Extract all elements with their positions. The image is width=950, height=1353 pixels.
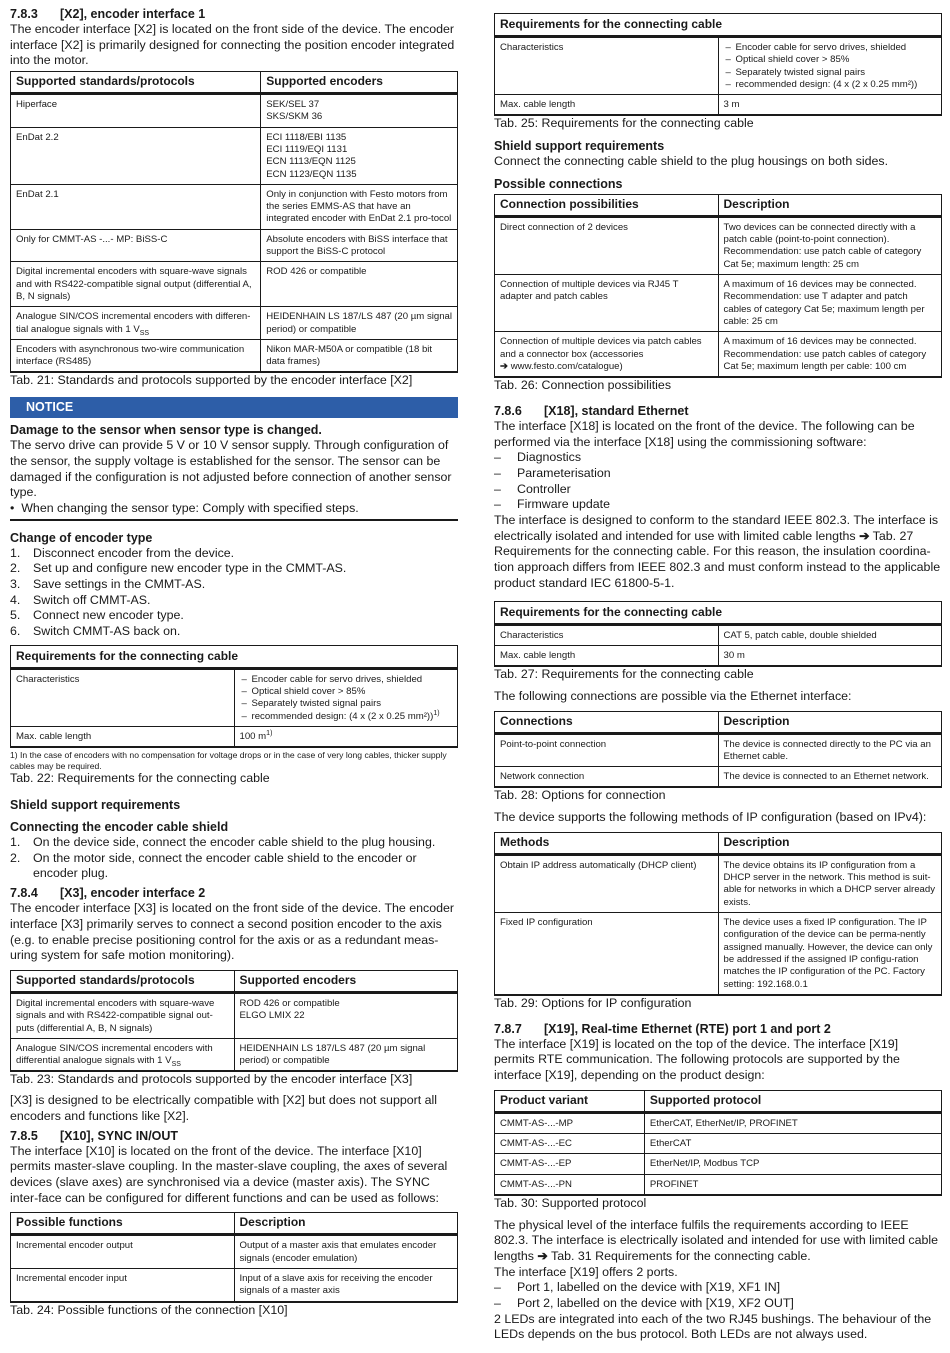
- cable-req-table-x2: [10, 645, 458, 771]
- table-header: Supported standards/protocols: [11, 971, 234, 993]
- table-caption: Tab. 22: Requirements for the connecting cable: [10, 771, 270, 786]
- table-cell: Only for CMMT-AS -...- MP: BiSS-C: [11, 229, 261, 262]
- table-header: Supported encoders: [234, 971, 457, 993]
- table-row: [11, 993, 457, 1039]
- section-heading-7-8-6: 7.8.6 [X18], standard Ethernet: [494, 403, 689, 418]
- paragraph: The encoder interface [X2] is located on the front side of the device. The encoder interface [X2] is primarily designed for connecting the position encoder integrated into the motor.: [10, 22, 455, 68]
- list-item: – Firmware update: [494, 497, 610, 512]
- table-cell: Max. cable length: [495, 95, 718, 116]
- table-header: Description: [718, 711, 941, 733]
- table-cell: Nikon MAR-M50A or compatible (18 bit data frames): [261, 339, 457, 372]
- table-row: [495, 95, 941, 116]
- table-row: [11, 1269, 457, 1302]
- table-row: [11, 262, 457, 307]
- table-cell: 3 m: [718, 95, 941, 116]
- paragraph: 2 LEDs are integrated into each of the two RJ45 bushings. The behaviour of the LEDs depends on the bus protocol. Both LEDs are not always used.: [494, 1311, 932, 1342]
- section-heading-7-8-4: 7.8.4 [X3], encoder interface 2: [10, 886, 206, 901]
- encoder-x2-table-wrap: [10, 71, 458, 373]
- table-cell: ROD 426 or compatible ELGO LMIX 22: [234, 993, 457, 1039]
- table-row: [11, 229, 457, 262]
- list-item: – Diagnostics: [494, 450, 582, 465]
- connection-possibilities-table-wrap: [494, 194, 942, 378]
- table-header: Methods: [495, 832, 718, 854]
- encoder-x3-table: [11, 970, 457, 1072]
- sync-functions-table: [11, 1212, 457, 1302]
- paragraph: The interface [X18] is located on the front of the device. The following can be performed via the interface [X18] using the commissioning software:: [494, 418, 915, 449]
- table-row: [495, 854, 941, 912]
- table-cell: ROD 426 or compatible: [261, 262, 457, 307]
- encoder-x3-table-wrap: [10, 970, 458, 1072]
- table-title: Requirements for the connecting cable: [494, 13, 942, 38]
- sync-functions-table-wrap: [10, 1212, 458, 1302]
- table-cell: Two devices can be connected directly with a patch cable (point-to-point connection). Recommendation: use patch cable of category Cat 5e; maximum length: 25 cm: [718, 216, 941, 274]
- table-row: [11, 670, 457, 727]
- section-heading-7-8-3: 7.8.3 [X2], encoder interface 1: [10, 7, 206, 21]
- table-row: [495, 913, 941, 995]
- list-item: 1. On the device side, connect the encoder cable shield to the plug housing.: [10, 835, 436, 850]
- paragraph: The interface [X19] is located on the top of the device. The interface [X19] permits RTE communication. The following protocols are supported by the interface [X19], depending on the product design:: [494, 1036, 900, 1082]
- notice-text: The servo drive can provide 5 V or 10 V sensor supply. Through configuration of the sensor, the supply voltage is established for the sensor. The sensor can be damaged if the configuration is not adjusted before connection of another sensor type.: [10, 438, 452, 500]
- table-caption: Tab. 24: Possible functions of the connection [X10]: [10, 1302, 288, 1317]
- table-row: [11, 94, 457, 128]
- table-cell: A maximum of 16 devices may be connected. Recommendation: use patch cables of category Cat 5e; maximum length per cable: 100 cm: [718, 332, 941, 377]
- paragraph: The encoder interface [X3] is located on the front side of the device. The encoder interface [X3] primarily serves to connect a second position encoder to the axis (e.g. to enable precise positioning control for the axis or as a redundant meas-uring system for safe motion monitoring).: [10, 901, 455, 963]
- ip-methods-table-wrap: [494, 832, 942, 996]
- table-cell: Connection of multiple devices via RJ45 T adapter and patch cables: [495, 275, 718, 332]
- table-header: Connection possibilities: [495, 194, 718, 216]
- table-cell: Hiperface: [11, 94, 261, 128]
- table-cell: – Encoder cable for servo drives, shielded – Optical shield cover > 85% – Separately twisted signal pairs – recommended design: (4 x (2 x 0.25 mm²))$^{1)}$: [234, 670, 457, 727]
- table-cell: Characteristics: [495, 38, 718, 95]
- subheading: Connecting the encoder cable shield: [10, 820, 229, 835]
- table-row: [11, 1235, 457, 1269]
- table-header: Product variant: [495, 1090, 644, 1112]
- table-cell: CMMT-AS-...-EP: [495, 1154, 644, 1174]
- connections-table-wrap: [494, 711, 942, 789]
- list-item: – Port 2, labelled on the device with [X19, XF2 OUT]: [494, 1296, 794, 1311]
- catalogue-link[interactable]: www.festo.com/catalogue): [510, 360, 623, 372]
- table-row: [11, 127, 457, 184]
- arrow-right-icon: ➔: [859, 528, 870, 543]
- table-cell: EnDat 2.1: [11, 184, 261, 229]
- list-item: – Controller: [494, 481, 571, 496]
- list-item: 5. Connect new encoder type.: [10, 608, 184, 623]
- subheading: Shield support requirements: [494, 139, 665, 154]
- table-cell: Connection of multiple devices via patch cables and a connector box (accessories ➔ www.festo.com/catalogue): [495, 332, 718, 377]
- table-cell: Output of a master axis that emulates encoder signals (encoder emulation): [234, 1235, 457, 1269]
- table-caption: Tab. 28: Options for connection: [494, 788, 666, 803]
- list-item: 2. On the motor side, connect the encoder cable shield to the encoder or encoder plug.: [10, 850, 417, 881]
- table-cell: 30 m: [718, 645, 941, 666]
- table-reference-link[interactable]: Tab. 27 Requirements for the connecting cable. For this reason, the insulation coordina-tion approach differs from IEEE 802.3 and must conform instead to the applicable product standard IEC 61800-5-1.: [494, 528, 941, 590]
- table-caption: Tab. 30: Supported protocol: [494, 1195, 647, 1210]
- list-item: 4. Switch off CMMT-AS.: [10, 592, 151, 607]
- table-cell: Point-to-point connection: [495, 733, 718, 767]
- table-cell: EtherCAT: [644, 1133, 941, 1153]
- ip-methods-table: [495, 832, 941, 996]
- subheading: Shield support requirements: [10, 798, 181, 813]
- table-row: [495, 645, 941, 666]
- table-cell: Incremental encoder output: [11, 1235, 234, 1269]
- table-cell: Characteristics: [11, 670, 234, 727]
- table-cell: CAT 5, patch cable, double shielded: [718, 626, 941, 646]
- paragraph: The interface [X10] is located on the front of the device. The interface [X10] permits master-slave coupling. In the master-slave coupling, the axes of several devices (slave axes) are synchronised via a device (master axis). The SYNC inter-face can be configured for different functions and can be used as follows:: [10, 1143, 448, 1205]
- table-cell: Direct connection of 2 devices: [495, 216, 718, 274]
- table-cell: Max. cable length: [495, 645, 718, 666]
- table-cell: Fixed IP configuration: [495, 913, 718, 995]
- table-row: [495, 767, 941, 788]
- table-cell: 100 $m^{1)}$: [234, 727, 457, 748]
- paragraph: The physical level of the interface fulfils the requirements according to IEEE 802.3. The interface is electrically isolated and intended for use with limited cable lengths ➔ Tab. 31 Requirements for the connecting cable.: [494, 1217, 939, 1263]
- table-cell: Only in conjunction with Festo motors from the series EMMS-AS that have an integrated encoder with EnDat 2.1 pro-tocol: [261, 184, 457, 229]
- table-caption: Tab. 29: Options for IP configuration: [494, 995, 692, 1010]
- table-cell: The device obtains its IP configuration from a DHCP server in the network. This method is suit-able for networks in which a DHCP server already exists.: [718, 854, 941, 912]
- table-cell: PROFINET: [644, 1174, 941, 1195]
- table-cell: The device is connected to an Ethernet network.: [718, 767, 941, 788]
- paragraph: Connect the connecting cable shield to the plug housings on both sides.: [494, 154, 889, 169]
- table-header: Supported standards/protocols: [11, 72, 261, 94]
- table-caption: Tab. 26: Connection possibilities: [494, 378, 672, 393]
- section-heading-7-8-5: 7.8.5 [X10], SYNC IN/OUT: [10, 1128, 179, 1143]
- table-title: Requirements for the connecting cable: [10, 645, 458, 670]
- table-reference-link[interactable]: Tab. 31 Requirements for the connecting cable.: [551, 1248, 811, 1263]
- table-cell: Input of a slave axis for receiving the encoder signals of a master axis: [234, 1269, 457, 1302]
- table-row: [11, 339, 457, 372]
- subheading: Change of encoder type: [10, 530, 153, 545]
- table-cell: Max. cable length: [11, 727, 234, 748]
- table-caption: Tab. 25: Requirements for the connecting cable: [494, 116, 754, 131]
- table-header: Description: [234, 1213, 457, 1235]
- table-cell: CMMT-AS-...-PN: [495, 1174, 644, 1195]
- table-cell: Network connection: [495, 767, 718, 788]
- table-row: [11, 727, 457, 748]
- table-row: [495, 275, 941, 332]
- cable-req-table-x18: [494, 601, 942, 668]
- list-item: 3. Save settings in the CMMT-AS.: [10, 577, 206, 592]
- table-cell: Analogue SIN/COS incremental encoders with differen-tial analogue signals with 1 $V_{SS}$: [11, 307, 261, 340]
- notice-label: NOTICE: [10, 397, 458, 418]
- table-header: Description: [718, 832, 941, 854]
- arrow-right-icon: ➔: [537, 1248, 548, 1263]
- table-row: [11, 184, 457, 229]
- table-cell: The device is connected directly to the PC via an Ethernet cable.: [718, 733, 941, 767]
- table-title: Requirements for the connecting cable: [494, 601, 942, 626]
- bullet-icon: •: [10, 500, 22, 515]
- paragraph: The device supports the following methods of IP configuration (based on IPv4):: [494, 810, 927, 825]
- table-caption: Tab. 21: Standards and protocols supported by the encoder interface [X2]: [10, 373, 413, 388]
- table-row: [495, 38, 941, 95]
- table-cell: Incremental encoder input: [11, 1269, 234, 1302]
- table-caption: Tab. 23: Standards and protocols supported by the encoder interface [X3]: [10, 1072, 413, 1087]
- table-row: [495, 1154, 941, 1174]
- table-cell: – Encoder cable for servo drives, shielded – Optical shield cover > 85% – Separately twisted signal pairs – recommended design: (4 x (2 x 0.25 mm²)): [718, 38, 941, 95]
- protocol-table: [495, 1090, 941, 1196]
- table-row: [495, 332, 941, 377]
- table-caption: Tab. 27: Requirements for the connecting cable: [494, 667, 754, 682]
- paragraph: The interface [X19] offers 2 ports.: [494, 1264, 678, 1279]
- table-cell: Digital incremental encoders with square-wave signals and with RS422-compatible signal output (differential A, B, N signals): [11, 262, 261, 307]
- table-row: [495, 1112, 941, 1133]
- connection-possibilities-table: [495, 194, 941, 378]
- table-cell: CMMT-AS-...-EC: [495, 1133, 644, 1153]
- encoder-x2-table: [11, 71, 457, 373]
- list-item: 6. Switch CMMT-AS back on.: [10, 624, 181, 639]
- table-cell: EnDat 2.2: [11, 127, 261, 184]
- table-header: Supported protocol: [644, 1090, 941, 1112]
- table-cell: EtherCAT, EtherNet/IP, PROFINET: [644, 1112, 941, 1133]
- table-cell: Analogue SIN/COS incremental encoders with differential analogue signals with 1 $V_{SS}$: [11, 1038, 234, 1071]
- steps-list: [10, 546, 458, 640]
- section-heading-7-8-7: 7.8.7 [X19], Real-time Ethernet (RTE) port 1 and port 2: [494, 1021, 831, 1036]
- table-cell: A maximum of 16 devices may be connected. Recommendation: use T adapter and patch cables of category Cat 5e; maximum length per cable: 25 cm: [718, 275, 941, 332]
- list-item: – Port 1, labelled on the device with [X19, XF1 IN]: [494, 1280, 781, 1295]
- table-cell: ECI 1118/EBI 1135 ECI 1119/EQI 1131 ECN 1113/EQN 1125 ECN 1123/EQN 1135: [261, 127, 457, 184]
- notice-title: Damage to the sensor when sensor type is changed.: [10, 423, 322, 438]
- table-cell: CMMT-AS-...-MP: [495, 1112, 644, 1133]
- table-cell: The device uses a fixed IP configuration. The IP configuration of the device can be perma-nently assigned manually. However, the device can only be addressed if the assigned IP configu-ration matches the IP configuration of the PC. Factory setting: 192.168.0.1: [718, 913, 941, 995]
- protocol-table-wrap: [494, 1090, 942, 1196]
- connections-table: [495, 711, 941, 789]
- table-cell: Absolute encoders with BiSS interface that support the BiSS-C protocol: [261, 229, 457, 262]
- table-header: Supported encoders: [261, 72, 457, 94]
- table-row: [495, 1174, 941, 1195]
- table-cell: HEIDENHAIN LS 187/LS 487 (20 µm signal period) or compatible: [234, 1038, 457, 1071]
- subheading: Possible connections: [494, 176, 623, 191]
- table-cell: Obtain IP address automatically (DHCP client): [495, 854, 718, 912]
- table-cell: EtherNet/IP, Modbus TCP: [644, 1154, 941, 1174]
- table-row: [495, 216, 941, 274]
- list-item: 2. Set up and configure new encoder type in the CMMT-AS.: [10, 561, 347, 576]
- list-item: 1. Disconnect encoder from the device.: [10, 545, 235, 560]
- paragraph: The interface is designed to conform to the standard IEEE 802.3. The interface is electrically isolated and intended for use with limited cable lengths ➔ Tab. 27 Requirements for the connecting cable. For this reason, the insulation coordina-tion approach differs from IEEE 802.3 and must conform instead to the applicable product standard IEC 61800-5-1.: [494, 513, 941, 590]
- table-cell: HEIDENHAIN LS 187/LS 487 (20 µm signal period) or compatible: [261, 307, 457, 340]
- paragraph: [X3] is designed to be electrically compatible with [X2] but does not support all encoders and functions like [X2].: [10, 1093, 438, 1123]
- table-row: [495, 1133, 941, 1153]
- table-header: Description: [718, 194, 941, 216]
- table-cell: SEK/SEL 37 SKS/SKM 36: [261, 94, 457, 128]
- table-row: [495, 626, 941, 646]
- left-column: [10, 6, 458, 1318]
- right-column: [494, 13, 942, 1343]
- table-row: [11, 307, 457, 340]
- paragraph: The following connections are possible via the Ethernet interface:: [494, 688, 852, 703]
- cable-req-table-r1: [494, 13, 942, 116]
- table-row: [11, 1038, 457, 1071]
- table-cell: Encoders with asynchronous two-wire communication interface (RS485): [11, 339, 261, 372]
- table-header: Connections: [495, 711, 718, 733]
- table-cell: Characteristics: [495, 626, 718, 646]
- notice-bullet: • When changing the sensor type: Comply with specified steps.: [10, 500, 359, 515]
- table-cell: Digital incremental encoders with square-wave signals and with RS422-compatible signal out-puts (differential A, B, N signals): [11, 993, 234, 1039]
- table-header: Possible functions: [11, 1213, 234, 1235]
- arrow-right-icon: ➔: [500, 360, 511, 372]
- notice-box: [10, 397, 458, 521]
- table-row: [495, 733, 941, 767]
- footnote: 1) In the case of encoders with no compensation for voltage drops or in the case of very long cables, thicker supply cables may be required.: [10, 750, 447, 771]
- list-item: – Parameterisation: [494, 465, 611, 480]
